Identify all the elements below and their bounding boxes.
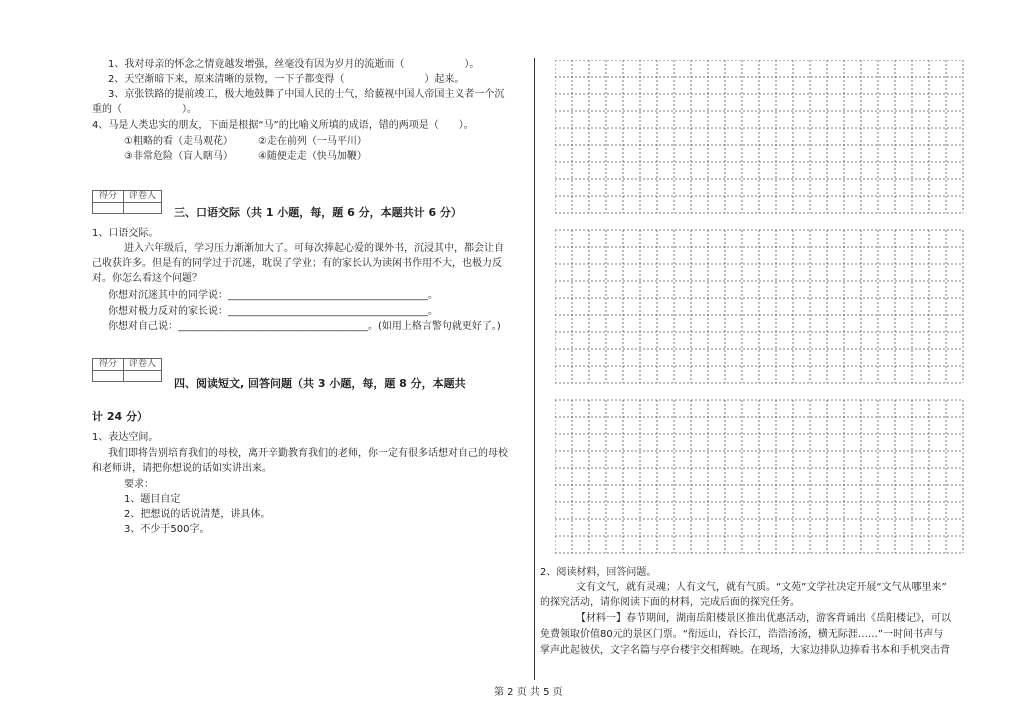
s3-line-1: 1、口语交际。 <box>92 228 159 239</box>
r-line-1: 2、阅读材料，回答问题。 <box>540 567 657 578</box>
question-1: 1、我对母亲的怀念之情竟越发增强，丝毫没有因为岁月的流逝而（ ）。 <box>108 59 480 70</box>
s3-line-2: 进入六年级后，学习压力渐渐加大了。可每次捧起心爱的课外书，沉浸其中，都会让自 <box>124 243 504 254</box>
score-label: 得分 <box>93 191 124 203</box>
s4-requirement-2: 2、把想说的话说清楚，讲具体。 <box>124 509 271 520</box>
s4-requirement-3: 3、不少于500字。 <box>124 524 210 535</box>
question-3: 3、京张铁路的提前竣工，极大地鼓舞了中国人民的士气，给藐视中国人帝国主义者一个沉 <box>108 89 505 100</box>
section-4-title: 四、阅读短文, 回答问题（共 3 小题，每，题 8 分，本题共 <box>174 377 466 390</box>
score-box <box>92 190 162 214</box>
section-3-title: 三、口语交际（共 1 小题，每，题 6 分，本题共计 6 分） <box>174 206 462 219</box>
r-line-6: 掌声此起彼伏，文字名篇与亭台楼宇交相辉映。在现场，大家边排队边捧看书本和手机突击背 <box>540 645 950 656</box>
s4-requirement-label: 要求： <box>124 479 154 490</box>
s3-fill-2: 你想对极力反对的家长说：________________________________________。 <box>108 306 438 317</box>
s4-requirement-1: 1、题目自定 <box>124 494 181 505</box>
r-line-5: 免费领取价值80元的景区门票。“衔远山，吞长江，浩浩汤汤，横无际涯……”一时间书声与 <box>540 629 944 640</box>
reviewer-label: 评卷人 <box>124 191 161 203</box>
s3-line-3: 己收获许多。但是有的同学过于沉迷，耽误了学业；有的家长认为读闲书作用不大，也极力反 <box>92 258 502 269</box>
page-footer: 第 2 页 共 5 页 <box>494 687 563 698</box>
composition-grid <box>555 60 970 560</box>
score-label-2: 得分 <box>93 359 124 371</box>
question-4-options-b: ③非常危险（盲人瞎马） ④随便走走（快马加鞭） <box>124 151 367 162</box>
question-4: 4、马是人类忠实的朋友，下面是根据“马”的比喻义所填的成语，错的两项是（ ）。 <box>92 120 474 131</box>
s3-line-4: 对。你怎么看这个问题？ <box>92 273 202 284</box>
s4-line-2: 我们即将告别培育我们的母校，离开辛勤教育我们的老师，你一定有很多话想对自己的母校 <box>108 448 508 459</box>
s4-line-3: 和老师讲，请把你想说的话如实讲出来。 <box>92 463 272 474</box>
section-4-title-cont: 计 24 分） <box>92 410 148 423</box>
r-line-4: 【材料一】春节期间，湖南岳阳楼景区推出优惠活动，游客背诵出《岳阳楼记》，可以 <box>576 613 951 624</box>
s3-fill-1: 你想对沉迷其中的同学说：________________________________________。 <box>108 290 438 301</box>
question-4-options-a: ①粗略的看（走马观花） ②走在前列（一马平川） <box>124 136 367 147</box>
reviewer-label-2: 评卷人 <box>124 359 161 371</box>
r-line-3: 的探究活动，请你阅读下面的材料，完成后面的探究任务。 <box>540 597 800 608</box>
question-3-cont: 重的（ ）。 <box>92 104 197 115</box>
s3-fill-3: 你想对自己说：______________________________________。(如用上格言警句就更好了。) <box>108 321 501 332</box>
s4-line-1: 1、表达空间。 <box>92 432 159 443</box>
score-box-2 <box>92 358 162 382</box>
r-line-2: 文有文气，就有灵魂；人有文气，就有气质。“文苑”文学社决定开展“文气从哪里来” <box>576 582 947 593</box>
column-divider <box>534 58 535 680</box>
question-2: 2、天空渐暗下来，原来清晰的景物，一下子都变得（ ）起来。 <box>108 74 465 85</box>
